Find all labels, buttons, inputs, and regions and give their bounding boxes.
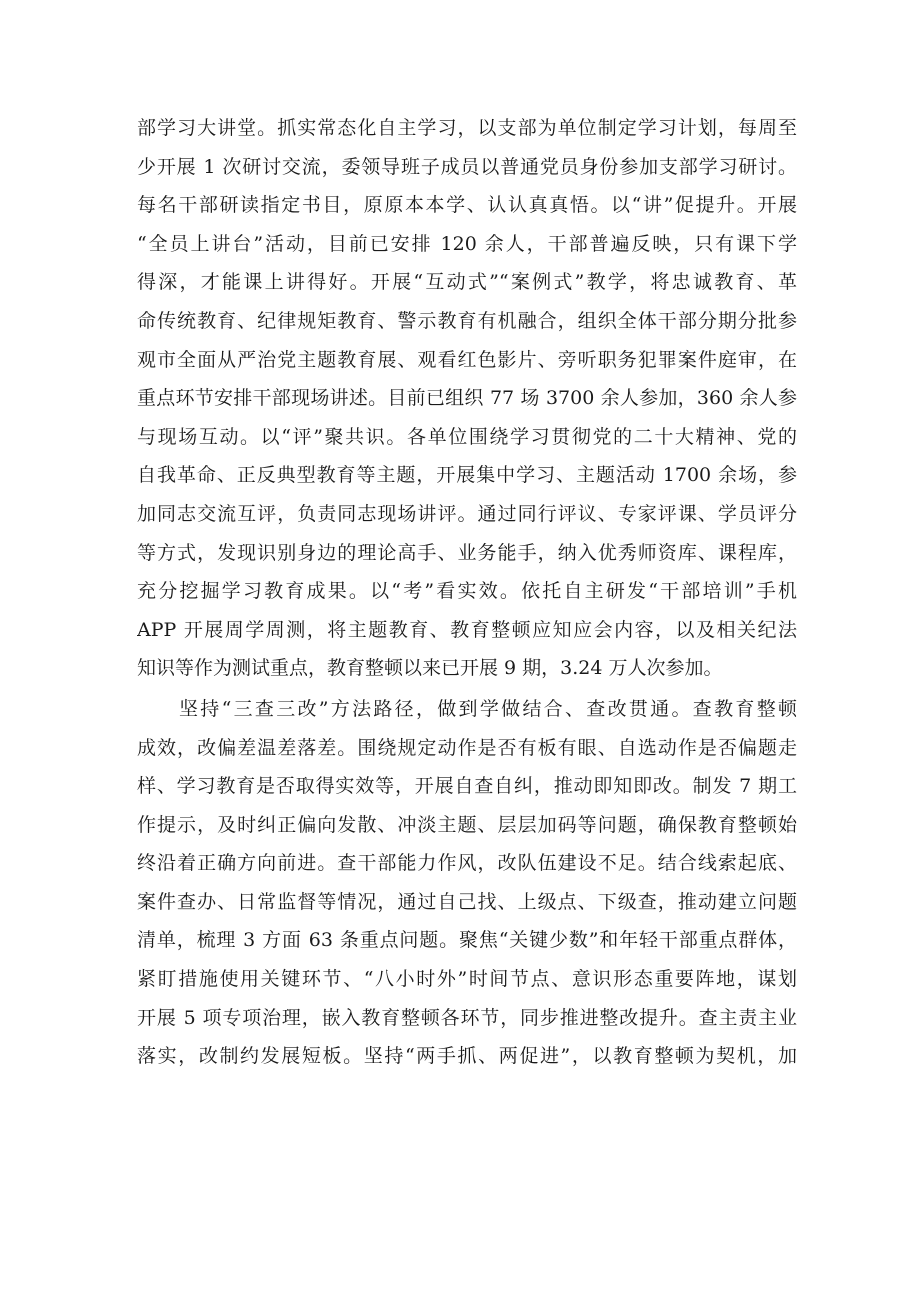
- text-line: APP 开展周学周测，将主题教育、教育整顿应知应会内容，以及相关纪法: [137, 618, 797, 641]
- text-line: 作提示，及时纠正偏向发散、冲淡主题、层层加码等问题，确保教育整顿始: [137, 813, 797, 836]
- text-line: 样、学习教育是否取得实效等，开展自查自纠，推动即知即改。制发 7 期工: [137, 775, 797, 798]
- text-line: 少开展 1 次研讨交流，委领导班子成员以普通党员身份参加支部学习研讨。: [137, 155, 797, 178]
- text-line: 清单，梳理 3 方面 63 条重点问题。聚焦“关键少数”和年轻干部重点群体，: [137, 929, 797, 952]
- text-line: 得深，才能课上讲得好。开展“互动式”“案例式”教学，将忠诚教育、革: [137, 271, 797, 294]
- text-line: 充分挖掘学习教育成果。以“考”看实效。依托自主研发“干部培训”手机: [137, 580, 797, 603]
- text-line: 落实，改制约发展短板。坚持“两手抓、两促进”，以教育整顿为契机，加: [137, 1045, 797, 1068]
- text-line: 成效，改偏差温差落差。围绕规定动作是否有板有眼、自选动作是否偏题走: [137, 736, 797, 759]
- text-line: 与现场互动。以“评”聚共识。各单位围绕学习贯彻党的二十大精神、党的: [137, 425, 797, 448]
- text-line: 坚持“三查三改”方法路径，做到学做结合、查改贯通。查教育整顿: [179, 697, 797, 720]
- text-line: 部学习大讲堂。抓实常态化自主学习，以支部为单位制定学习计划，每周至: [137, 117, 797, 139]
- text-line: 紧盯措施使用关键环节、“八小时外”时间节点、意识形态重要阵地，谋划: [137, 968, 797, 991]
- text-line: 重点环节安排干部现场讲述。目前已组织 77 场 3700 余人参加，360 余人参: [137, 387, 797, 410]
- paragraph: [137, 690, 797, 1076]
- text-line: “全员上讲台”活动，目前已安排 120 余人，干部普遍反映，只有课下学: [137, 232, 797, 255]
- paragraph: [137, 109, 797, 688]
- document-body: [137, 109, 797, 1076]
- text-line: 开展 5 项专项治理，嵌入教育整顿各环节，同步推进整改提升。查主责主业: [137, 1006, 797, 1029]
- text-line: 观市全面从严治党主题教育展、观看红色影片、旁听职务犯罪案件庭审，在: [137, 348, 797, 371]
- text-line: 每名干部研读指定书目，原原本本学、认认真真悟。以“讲”促提升。开展: [137, 194, 797, 217]
- text-line: 等方式，发现识别身边的理论高手、业务能手，纳入优秀师资库、课程库，: [137, 541, 797, 564]
- text-line: 加同志交流互评，负责同志现场讲评。通过同行评议、专家评课、学员评分: [137, 502, 797, 525]
- text-line: 案件查办、日常监督等情况，通过自己找、上级点、下级查，推动建立问题: [137, 890, 797, 913]
- text-line: 自我革命、正反典型教育等主题，开展集中学习、主题活动 1700 余场，参: [137, 464, 797, 487]
- text-line: 命传统教育、纪律规矩教育、警示教育有机融合，组织全体干部分期分批参: [137, 309, 797, 332]
- text-line: 知识等作为测试重点，教育整顿以来已开展 9 期，3.24 万人次参加。: [137, 657, 723, 680]
- text-line: 终沿着正确方向前进。查干部能力作风，改队伍建设不足。结合线索起底、: [137, 852, 797, 875]
